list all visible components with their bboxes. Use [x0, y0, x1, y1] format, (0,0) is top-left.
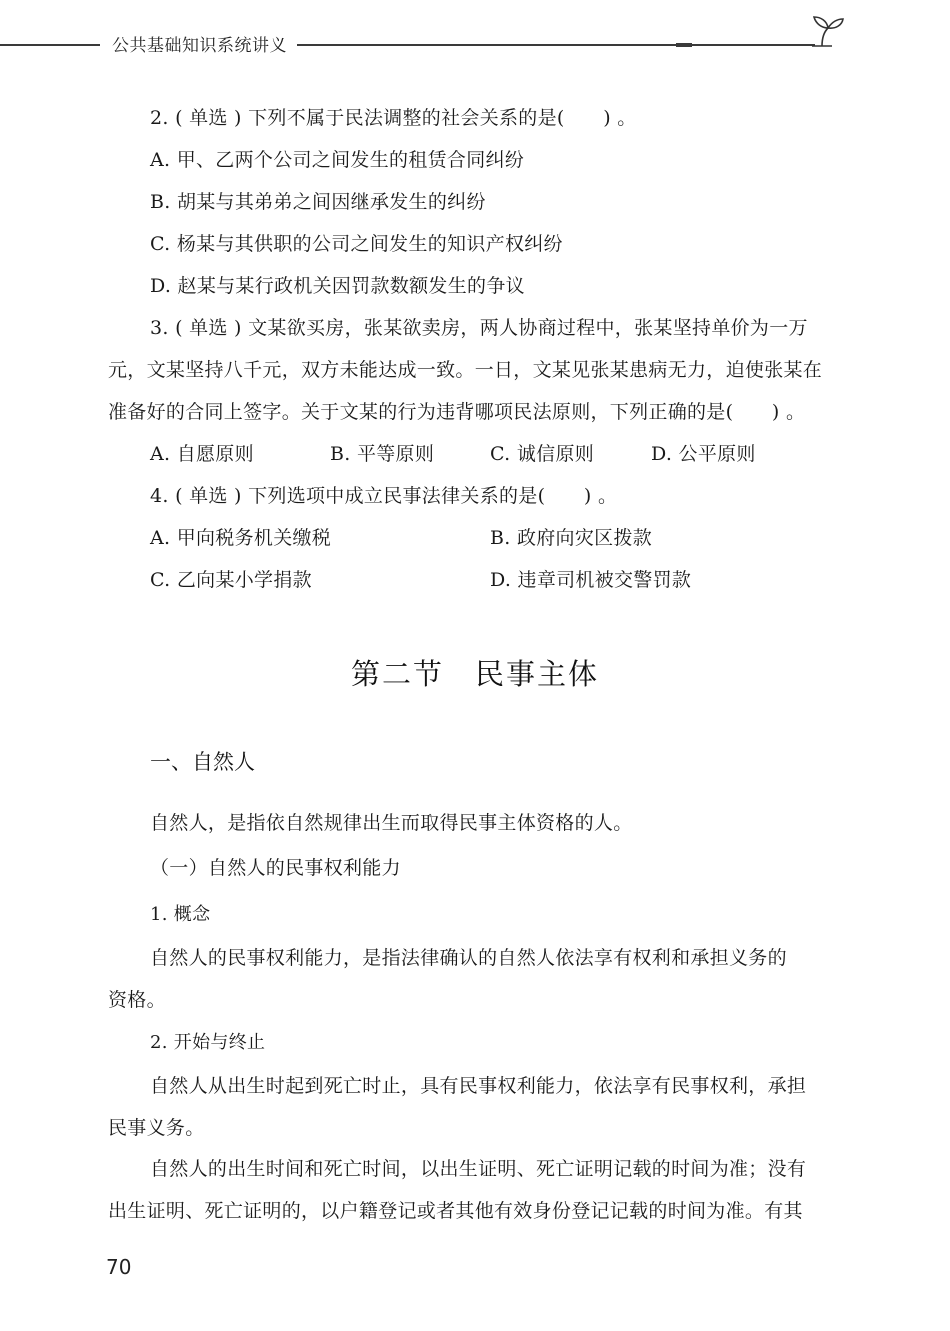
item-2-para-1-line-1: 自然人从出生时起到死亡时止，具有民事权利能力，依法享有民事权利，承担 — [150, 1075, 807, 1097]
sprout-icon — [808, 14, 846, 50]
question-3-option-b: B. 平等原则 — [330, 443, 435, 465]
question-3-line-1: 3. ( 单选 ) 文某欲买房，张某欲卖房，两人协商过程中，张某坚持单价为一万 — [150, 317, 808, 339]
question-3-options — [0, 445, 950, 467]
question-3-option-d: D. 公平原则 — [651, 443, 756, 465]
subheading-civil-capacity: （一）自然人的民事权利能力 — [150, 857, 401, 879]
question-4-stem: 4. ( 单选 ) 下列选项中成立民事法律关系的是( ) 。 — [150, 485, 618, 507]
page-number: 70 — [106, 1255, 132, 1279]
question-2-option-c: C. 杨某与其供职的公司之间发生的知识产权纠纷 — [150, 233, 563, 255]
question-3-option-c: C. 诚信原则 — [490, 443, 595, 465]
page-header — [0, 0, 950, 60]
question-2-stem: 2. ( 单选 ) 下列不属于民法调整的社会关系的是( ) 。 — [150, 107, 637, 129]
intro-paragraph: 自然人，是指依自然规律出生而取得民事主体资格的人。 — [150, 812, 633, 834]
question-4-options-row-2 — [0, 571, 950, 593]
question-4-option-b: B. 政府向灾区拨款 — [490, 527, 653, 549]
header-rule-right — [297, 44, 815, 46]
question-4-option-a: A. 甲向税务机关缴税 — [150, 527, 332, 549]
section-title: 第二节 民事主体 — [350, 657, 599, 691]
question-2-option-d: D. 赵某与某行政机关因罚款数额发生的争议 — [150, 275, 525, 297]
item-1-line-2: 资格。 — [108, 989, 166, 1011]
header-rule-left — [0, 44, 100, 46]
header-rule-accent — [676, 43, 692, 47]
item-1-title: 1. 概念 — [150, 904, 211, 925]
question-3-option-a: A. 自愿原则 — [150, 443, 254, 465]
question-4-option-d: D. 违章司机被交警罚款 — [490, 569, 692, 591]
question-3-line-3: 准备好的合同上签字。关于文某的行为违背哪项民法原则，下列正确的是( ) 。 — [108, 401, 806, 423]
item-2-para-1-line-2: 民事义务。 — [108, 1117, 205, 1139]
question-3-line-2: 元，文某坚持八千元，双方未能达成一致。一日，文某见张某患病无力，迫使张某在 — [108, 359, 823, 381]
item-2-para-2-line-1: 自然人的出生时间和死亡时间，以出生证明、死亡证明记载的时间为准；没有 — [150, 1158, 807, 1180]
question-4-option-c: C. 乙向某小学捐款 — [150, 569, 312, 591]
item-2-title: 2. 开始与终止 — [150, 1032, 266, 1053]
question-4-options-row-1 — [0, 529, 950, 551]
question-2-option-a: A. 甲、乙两个公司之间发生的租赁合同纠纷 — [150, 149, 525, 171]
heading-natural-person: 一、自然人 — [150, 750, 255, 774]
header-title: 公共基础知识系统讲义 — [112, 36, 287, 56]
item-2-para-2-line-2: 出生证明、死亡证明的，以户籍登记或者其他有效身份登记记载的时间为准。有其 — [108, 1200, 803, 1222]
question-2-option-b: B. 胡某与其弟弟之间因继承发生的纠纷 — [150, 191, 486, 213]
item-1-line-1: 自然人的民事权利能力，是指法律确认的自然人依法享有权利和承担义务的 — [150, 947, 787, 969]
